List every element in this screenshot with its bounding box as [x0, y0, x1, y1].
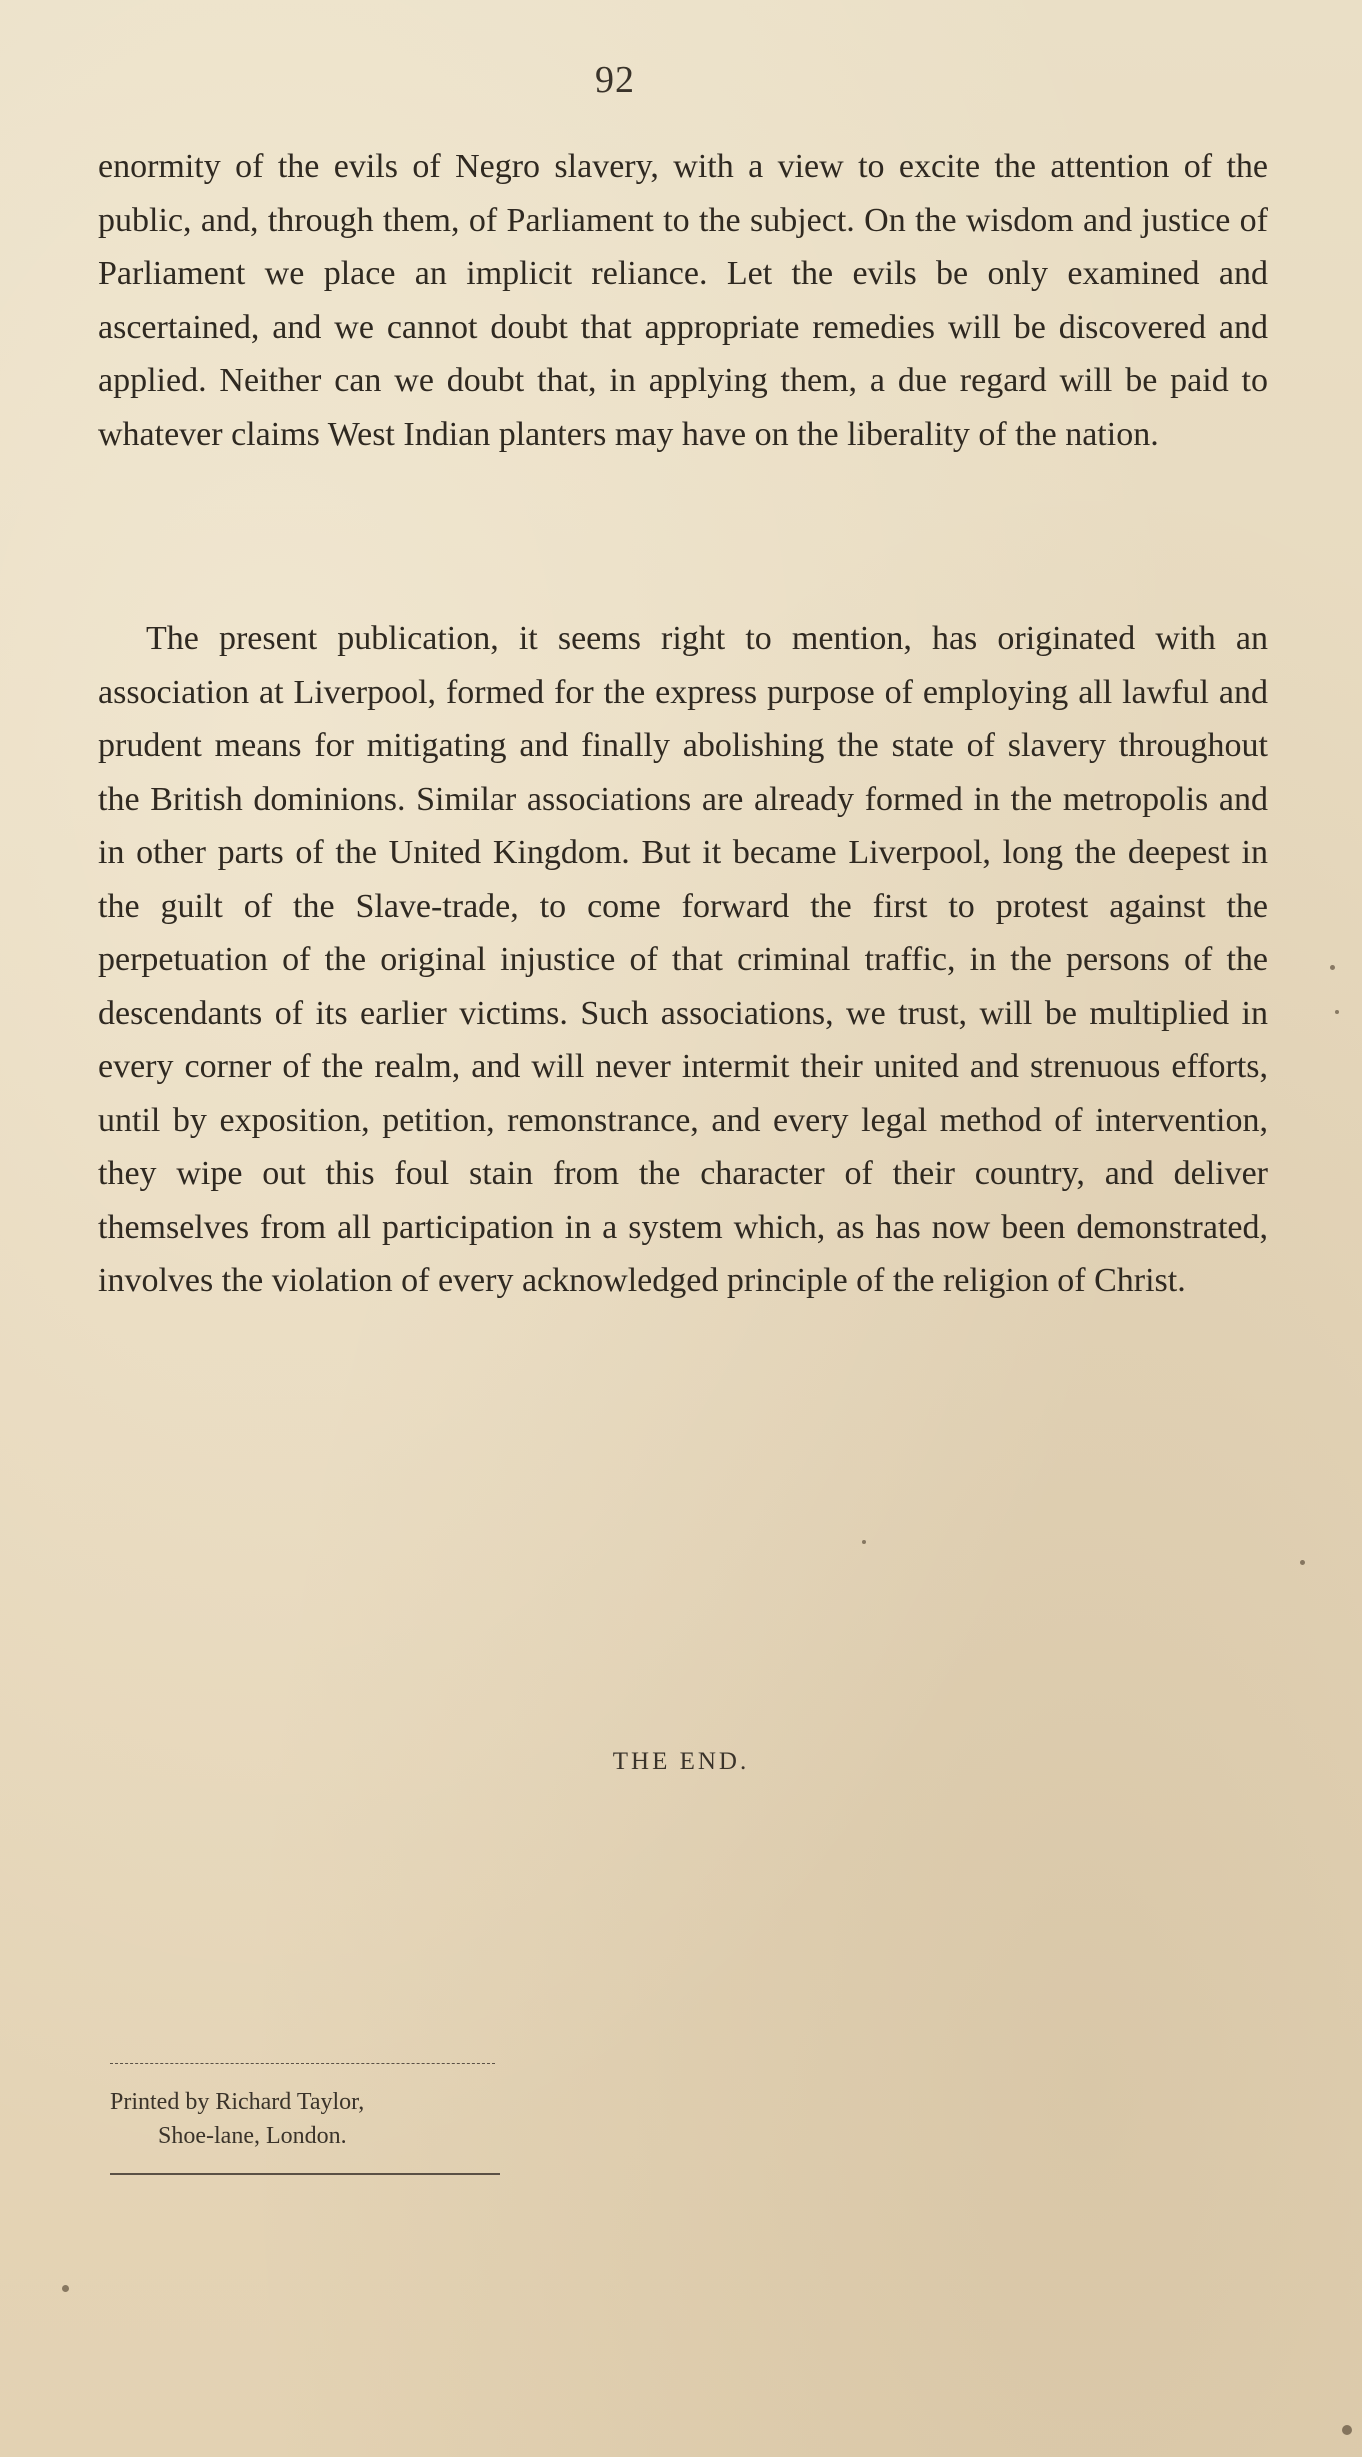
imprint-bottom-rule	[110, 2173, 500, 2175]
paper-speck	[1335, 1010, 1339, 1014]
imprint-top-rule	[110, 2063, 495, 2064]
paper-speck	[1300, 1560, 1305, 1565]
paper-speck	[1342, 2425, 1352, 2435]
printer-imprint	[110, 2085, 510, 2153]
imprint-line-1: Printed by Richard Taylor,	[110, 2089, 365, 2115]
imprint-line-2: Shoe-lane, London.	[158, 2123, 347, 2149]
paper-speck	[1330, 965, 1335, 970]
body-paragraph-1: enormity of the evils of Negro slavery, with a view to excite the attention of the public, and, through them, of Parliament to the subject. On the wisdom and justice of Parliament we place an implicit reliance. Let the evils be only examined and ascertained, and we cannot doubt that appropriate remedies will be discovered and applied. Neither can we doubt that, in applying them, a due regard will be paid to whatever claims West Indian planters may have on the liberality of the nation.	[98, 148, 1268, 453]
body-paragraph-2: The present publication, it seems right to mention, has originated with an association at Liverpool, formed for the express purpose of employing all lawful and prudent means for mitigating and finally abolishing the state of slavery throughout the British dominions. Similar associations are already formed in the metropolis and in other parts of the United Kingdom. But it became Liverpool, long the deepest in the guilt of the Slave-trade, to come forward the first to protest against the perpetuation of the original injustice of that criminal traffic, in the persons of the descendants of its earlier victims. Such associations, we trust, will be multiplied in every corner of the realm, and will never intermit their united and strenuous efforts, until by exposition, petition, remonstrance, and every legal method of intervention, they wipe out this foul stain from the character of their country, and deliver themselves from all participation in a system which, as has now been demonstrated, involves the violation of every acknowledged principle of the religion of Christ.	[98, 620, 1268, 1299]
paper-speck	[862, 1540, 866, 1544]
the-end-heading: THE END.	[612, 1748, 750, 1775]
page-number: 92	[595, 59, 635, 101]
paper-speck	[62, 2285, 69, 2292]
